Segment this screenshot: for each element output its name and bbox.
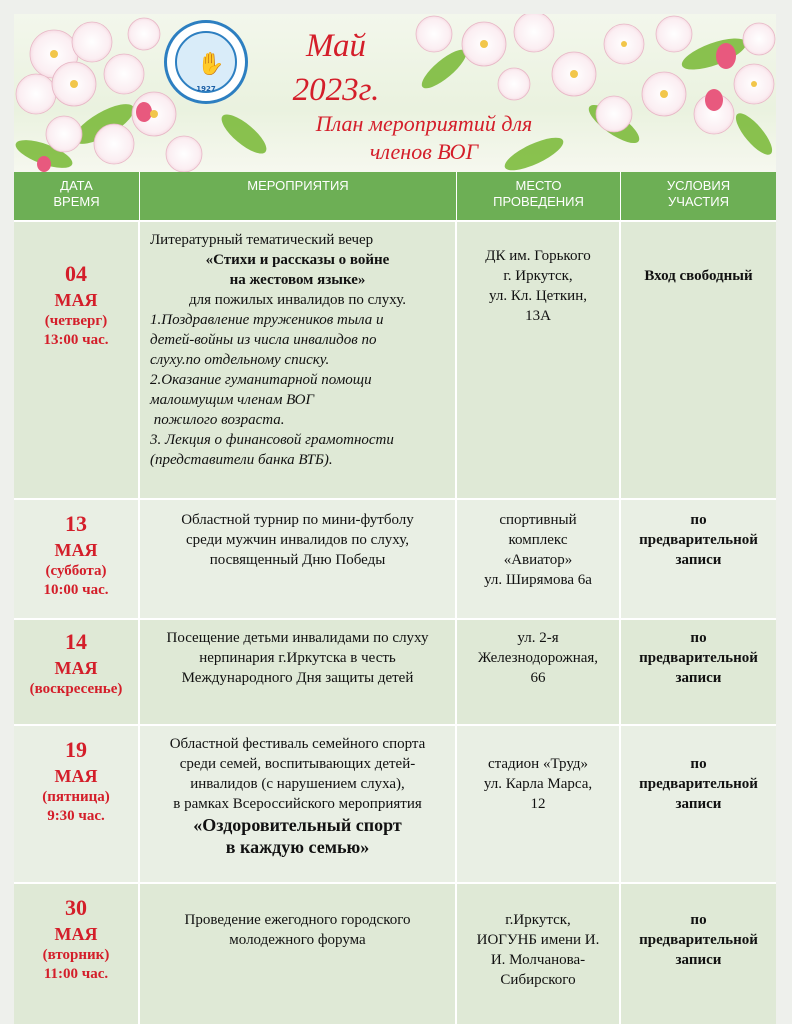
event-cell [140, 222, 457, 498]
event-day: 13 [65, 511, 87, 536]
conditions-line: записи [675, 670, 722, 686]
event-item-line: 1.Поздравление тружеников тыла и [150, 312, 384, 328]
table-row [14, 618, 776, 724]
event-day: 04 [65, 261, 87, 286]
header-place [457, 172, 621, 220]
header-date-label: ДАТА [60, 178, 93, 193]
event-line: Литературный тематический вечер [150, 232, 374, 248]
place-cell [457, 500, 621, 618]
event-weekday: (воскресенье) [29, 681, 123, 697]
date-cell [14, 726, 140, 882]
conditions-line: предварительной [639, 650, 758, 666]
place-line: Сибирского [500, 972, 576, 988]
event-day: 14 [65, 629, 87, 654]
conditions-line: предварительной [639, 932, 758, 948]
conditions-cell [621, 726, 776, 882]
event-month: МАЯ [54, 658, 98, 678]
event-cell [140, 620, 457, 724]
place-line: Железнодорожная, [477, 650, 599, 666]
conditions-cell [621, 620, 776, 724]
place-line: 12 [530, 796, 546, 812]
event-day: 19 [65, 737, 87, 762]
place-line: комплекс [508, 532, 568, 548]
event-line: среди мужчин инвалидов по слуху, [186, 532, 409, 548]
event-item-line: 2.Оказание гуманитарной помощи [150, 372, 372, 388]
conditions-line: по [690, 512, 707, 528]
event-item-line: 3. Лекция о финансовой грамотности [150, 432, 394, 448]
place-line: 66 [530, 670, 546, 686]
date-cell [14, 884, 140, 1024]
place-line: 13А [525, 308, 551, 324]
event-line: Посещение детьми инвалидами по слуху [166, 630, 429, 646]
date-cell [14, 620, 140, 724]
conditions-line: по [690, 630, 707, 646]
plan-title-month [276, 24, 396, 112]
event-title-line: «Оздоровительный спорт [193, 815, 402, 835]
event-month: МАЯ [54, 290, 98, 310]
event-item-line: слуху.по отдельному списку. [150, 352, 330, 368]
date-cell [14, 500, 140, 618]
event-line: в рамках Всероссийского мероприятия [173, 796, 422, 812]
place-line: ул. 2-я [517, 630, 559, 646]
table-row [14, 220, 776, 498]
place-line: стадион «Труд» [487, 756, 589, 772]
place-cell [457, 620, 621, 724]
conditions-line: по [690, 912, 707, 928]
event-cell [140, 884, 457, 1024]
event-cell [140, 500, 457, 618]
place-cell [457, 222, 621, 498]
event-weekday: (суббота) [45, 563, 107, 579]
vog-logo [164, 20, 248, 104]
header-place-label-1: МЕСТО [515, 178, 562, 193]
header-time-label: ВРЕМЯ [53, 194, 100, 209]
logo-emblem [175, 31, 237, 93]
event-day: 30 [65, 895, 87, 920]
conditions-line: по [690, 756, 707, 772]
event-month: МАЯ [54, 766, 98, 786]
conditions-line: записи [675, 952, 722, 968]
event-line: для пожилых инвалидов по слуху. [189, 292, 406, 308]
event-weekday: (четверг) [44, 313, 108, 329]
place-line: спортивный [499, 512, 577, 528]
header-conditions-label-2: УЧАСТИЯ [668, 194, 729, 209]
place-line: ул. Карла Марса, [483, 776, 593, 792]
table-row [14, 882, 776, 1024]
place-line: ДК им. Горького [485, 248, 591, 264]
event-title-line: «Стихи и рассказы о войне [205, 252, 390, 268]
event-line: посвященный Дню Победы [209, 552, 386, 568]
header-place-label-2: ПРОВЕДЕНИЯ [493, 194, 584, 209]
plan-subtitle [284, 110, 564, 166]
place-line: г.Иркутск, [505, 912, 571, 928]
header-date-time [14, 172, 140, 220]
title-month-name: Май [305, 28, 367, 64]
table-header [14, 172, 776, 220]
event-line: Областной турнир по мини-футболу [181, 512, 414, 528]
event-line: Международного Дня защиты детей [181, 670, 414, 686]
header-events [140, 172, 457, 220]
conditions-cell [621, 222, 776, 498]
plan-subtitle-line2: членов ВОГ [369, 139, 479, 164]
event-item-line: пожилого возраста. [150, 412, 285, 428]
place-line: г. Иркутск, [503, 268, 573, 284]
event-time: 9:30 час. [47, 808, 105, 824]
event-line: инвалидов (с нарушением слуха), [190, 776, 405, 792]
event-time: 13:00 час. [43, 332, 109, 348]
conditions-line: записи [675, 796, 722, 812]
place-cell [457, 884, 621, 1024]
date-cell [14, 222, 140, 498]
place-line: ул. Ширямова 6а [484, 572, 592, 588]
event-month: МАЯ [54, 540, 98, 560]
plan-subtitle-line1: План мероприятий для [315, 111, 533, 136]
table-row [14, 498, 776, 618]
event-time: 11:00 час. [43, 966, 109, 982]
place-cell [457, 726, 621, 882]
event-item-line: малоимущим членам ВОГ [150, 392, 314, 408]
conditions-line: предварительной [639, 776, 758, 792]
conditions-cell [621, 500, 776, 618]
conditions-line: записи [675, 552, 722, 568]
logo-year: 1927 [196, 85, 216, 93]
header-conditions [621, 172, 776, 220]
event-line: Проведение ежегодного городского [184, 912, 411, 928]
event-title-line: в каждую семью» [225, 837, 370, 857]
event-line: Областной фестиваль семейного спорта [169, 736, 426, 752]
event-item-line: (представители банка ВТБ). [150, 452, 333, 468]
table-row [14, 724, 776, 882]
conditions-line: предварительной [639, 532, 758, 548]
event-month: МАЯ [54, 924, 98, 944]
place-line: «Авиатор» [503, 552, 573, 568]
event-line: молодежного форума [229, 932, 366, 948]
hand-sign-icon: ✋ [197, 52, 225, 77]
place-line: И. Молчанова- [490, 952, 586, 968]
conditions-line: Вход свободный [644, 268, 753, 284]
event-item-line: детей-войны из числа инвалидов по [150, 332, 377, 348]
title-year: 2023г. [292, 72, 380, 108]
event-line: среди семей, воспитывающих детей- [179, 756, 416, 772]
header-banner [14, 14, 776, 172]
event-line: нерпинария г.Иркутска в честь [199, 650, 396, 666]
event-cell [140, 726, 457, 882]
event-weekday: (пятница) [42, 789, 110, 805]
place-line: ИОГУНБ имени И. [476, 932, 600, 948]
place-line: ул. Кл. Цеткин, [489, 288, 587, 304]
header-conditions-label-1: УСЛОВИЯ [666, 178, 731, 193]
header-events-label: МЕРОПРИЯТИЯ [247, 178, 349, 193]
event-weekday: (вторник) [42, 947, 110, 963]
event-time: 10:00 час. [43, 582, 109, 598]
event-plan-page [14, 14, 776, 1024]
conditions-cell [621, 884, 776, 1024]
event-title-line: на жестовом языке» [229, 272, 366, 288]
